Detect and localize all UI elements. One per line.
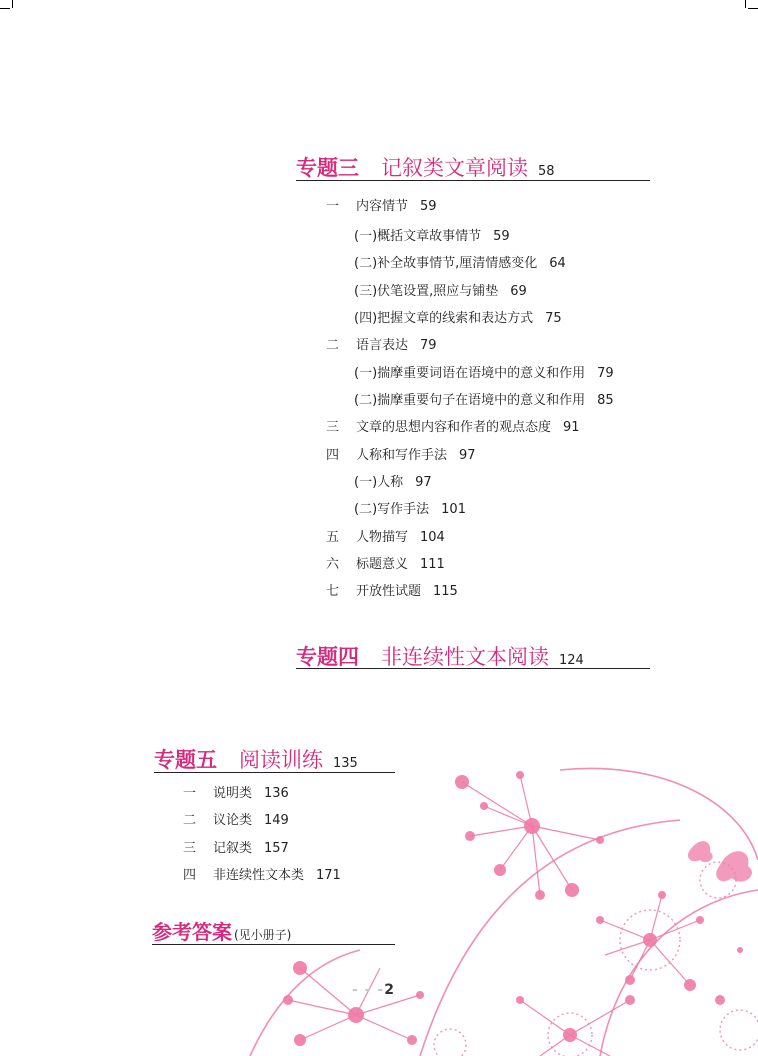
toc-page: 97 — [415, 475, 432, 490]
section-number: 专题五 — [154, 747, 217, 772]
page-number-dashes: - - - — [352, 982, 385, 998]
toc-page: 59 — [493, 229, 510, 244]
toc-marker: 三 — [326, 420, 340, 435]
toc-page: 59 — [420, 199, 437, 214]
toc-text: 议论类 — [213, 813, 253, 828]
toc-entry[interactable] — [354, 252, 566, 271]
toc-entry[interactable] — [354, 280, 527, 299]
toc-page: 171 — [316, 868, 341, 883]
toc-entry[interactable] — [354, 471, 432, 490]
section-page: 124 — [559, 653, 584, 668]
section-header[interactable] — [296, 641, 650, 669]
toc-text: (四)把握文章的线索和表达方式 — [354, 311, 534, 326]
section-header[interactable] — [154, 744, 395, 773]
toc-entry[interactable] — [183, 837, 289, 856]
section-page: 58 — [538, 164, 555, 179]
toc-marker: 一 — [183, 786, 197, 801]
toc-entry[interactable] — [354, 498, 466, 517]
toc-page: 91 — [563, 420, 580, 435]
toc-text: 人称和写作手法 — [356, 448, 448, 463]
toc-page: 79 — [420, 338, 437, 353]
toc-text: (一)人称 — [354, 475, 404, 490]
toc-text: 语言表达 — [356, 338, 409, 353]
toc-text: (二)写作手法 — [354, 502, 430, 517]
toc-page: 149 — [264, 813, 289, 828]
section-page: 135 — [333, 756, 358, 771]
toc-entry[interactable] — [183, 782, 289, 801]
toc-page: 97 — [459, 448, 476, 463]
toc-marker: 六 — [326, 557, 340, 572]
toc-marker: 一 — [326, 199, 340, 214]
toc-text: 内容情节 — [356, 199, 409, 214]
toc-page: 64 — [549, 256, 566, 271]
toc-text: (三)伏笔设置,照应与铺垫 — [354, 284, 499, 299]
section-title: 阅读训练 — [239, 748, 323, 772]
toc-text: (一)概括文章故事情节 — [354, 229, 482, 244]
toc-page: 79 — [597, 366, 614, 381]
toc-entry[interactable] — [326, 444, 476, 463]
toc-page: 157 — [264, 841, 289, 856]
toc-entry[interactable] — [326, 553, 445, 572]
toc-entry[interactable] — [326, 416, 580, 435]
toc-text: (二)补全故事情节,厘清情感变化 — [354, 256, 538, 271]
toc-text: 非连续性文本类 — [213, 868, 305, 883]
toc-page: 69 — [510, 284, 527, 299]
toc-page: 85 — [597, 393, 614, 408]
answers-note: (见小册子) — [234, 928, 292, 942]
section-header[interactable] — [296, 152, 650, 181]
toc-entry[interactable] — [354, 225, 510, 244]
toc-text: (一)揣摩重要词语在语境中的意义和作用 — [354, 366, 586, 381]
toc-text: 人物描写 — [356, 530, 409, 545]
toc-text: 标题意义 — [356, 557, 409, 572]
toc-page: 115 — [433, 584, 458, 599]
toc-entry[interactable] — [326, 526, 445, 545]
toc-marker: 三 — [183, 841, 197, 856]
toc-entry[interactable] — [354, 362, 614, 381]
toc-marker: 四 — [326, 448, 340, 463]
answers-header[interactable] — [152, 916, 395, 945]
section-title: 非连续性文本阅读 — [381, 645, 549, 669]
toc-entry[interactable] — [326, 334, 437, 353]
toc-text: 开放性试题 — [356, 584, 422, 599]
toc-page: 75 — [545, 311, 562, 326]
toc-marker: 四 — [183, 868, 197, 883]
answers-title: 参考答案 — [152, 920, 232, 944]
toc-entry[interactable] — [354, 389, 614, 408]
toc-entry[interactable] — [183, 809, 289, 828]
toc-entry[interactable] — [183, 864, 341, 883]
section-number: 专题三 — [296, 155, 359, 180]
page-number-value: 2 — [384, 982, 394, 998]
toc-entry[interactable] — [326, 580, 458, 599]
toc-marker: 七 — [326, 584, 340, 599]
page-number — [352, 982, 394, 998]
toc-page: 101 — [441, 502, 466, 517]
toc-text: 文章的思想内容和作者的观点态度 — [356, 420, 552, 435]
toc-entry[interactable] — [354, 307, 562, 326]
toc-text: (二)揣摩重要句子在语境中的意义和作用 — [354, 393, 586, 408]
section-number: 专题四 — [296, 644, 359, 669]
toc-marker: 二 — [183, 813, 197, 828]
toc-page: 111 — [420, 557, 445, 572]
toc-marker: 五 — [326, 530, 340, 545]
toc-text: 说明类 — [213, 786, 253, 801]
toc-marker: 二 — [326, 338, 340, 353]
toc-text: 记叙类 — [213, 841, 253, 856]
toc-entry[interactable] — [326, 195, 437, 214]
toc-page: 104 — [420, 530, 445, 545]
toc-page: 136 — [264, 786, 289, 801]
section-title: 记叙类文章阅读 — [381, 156, 528, 180]
